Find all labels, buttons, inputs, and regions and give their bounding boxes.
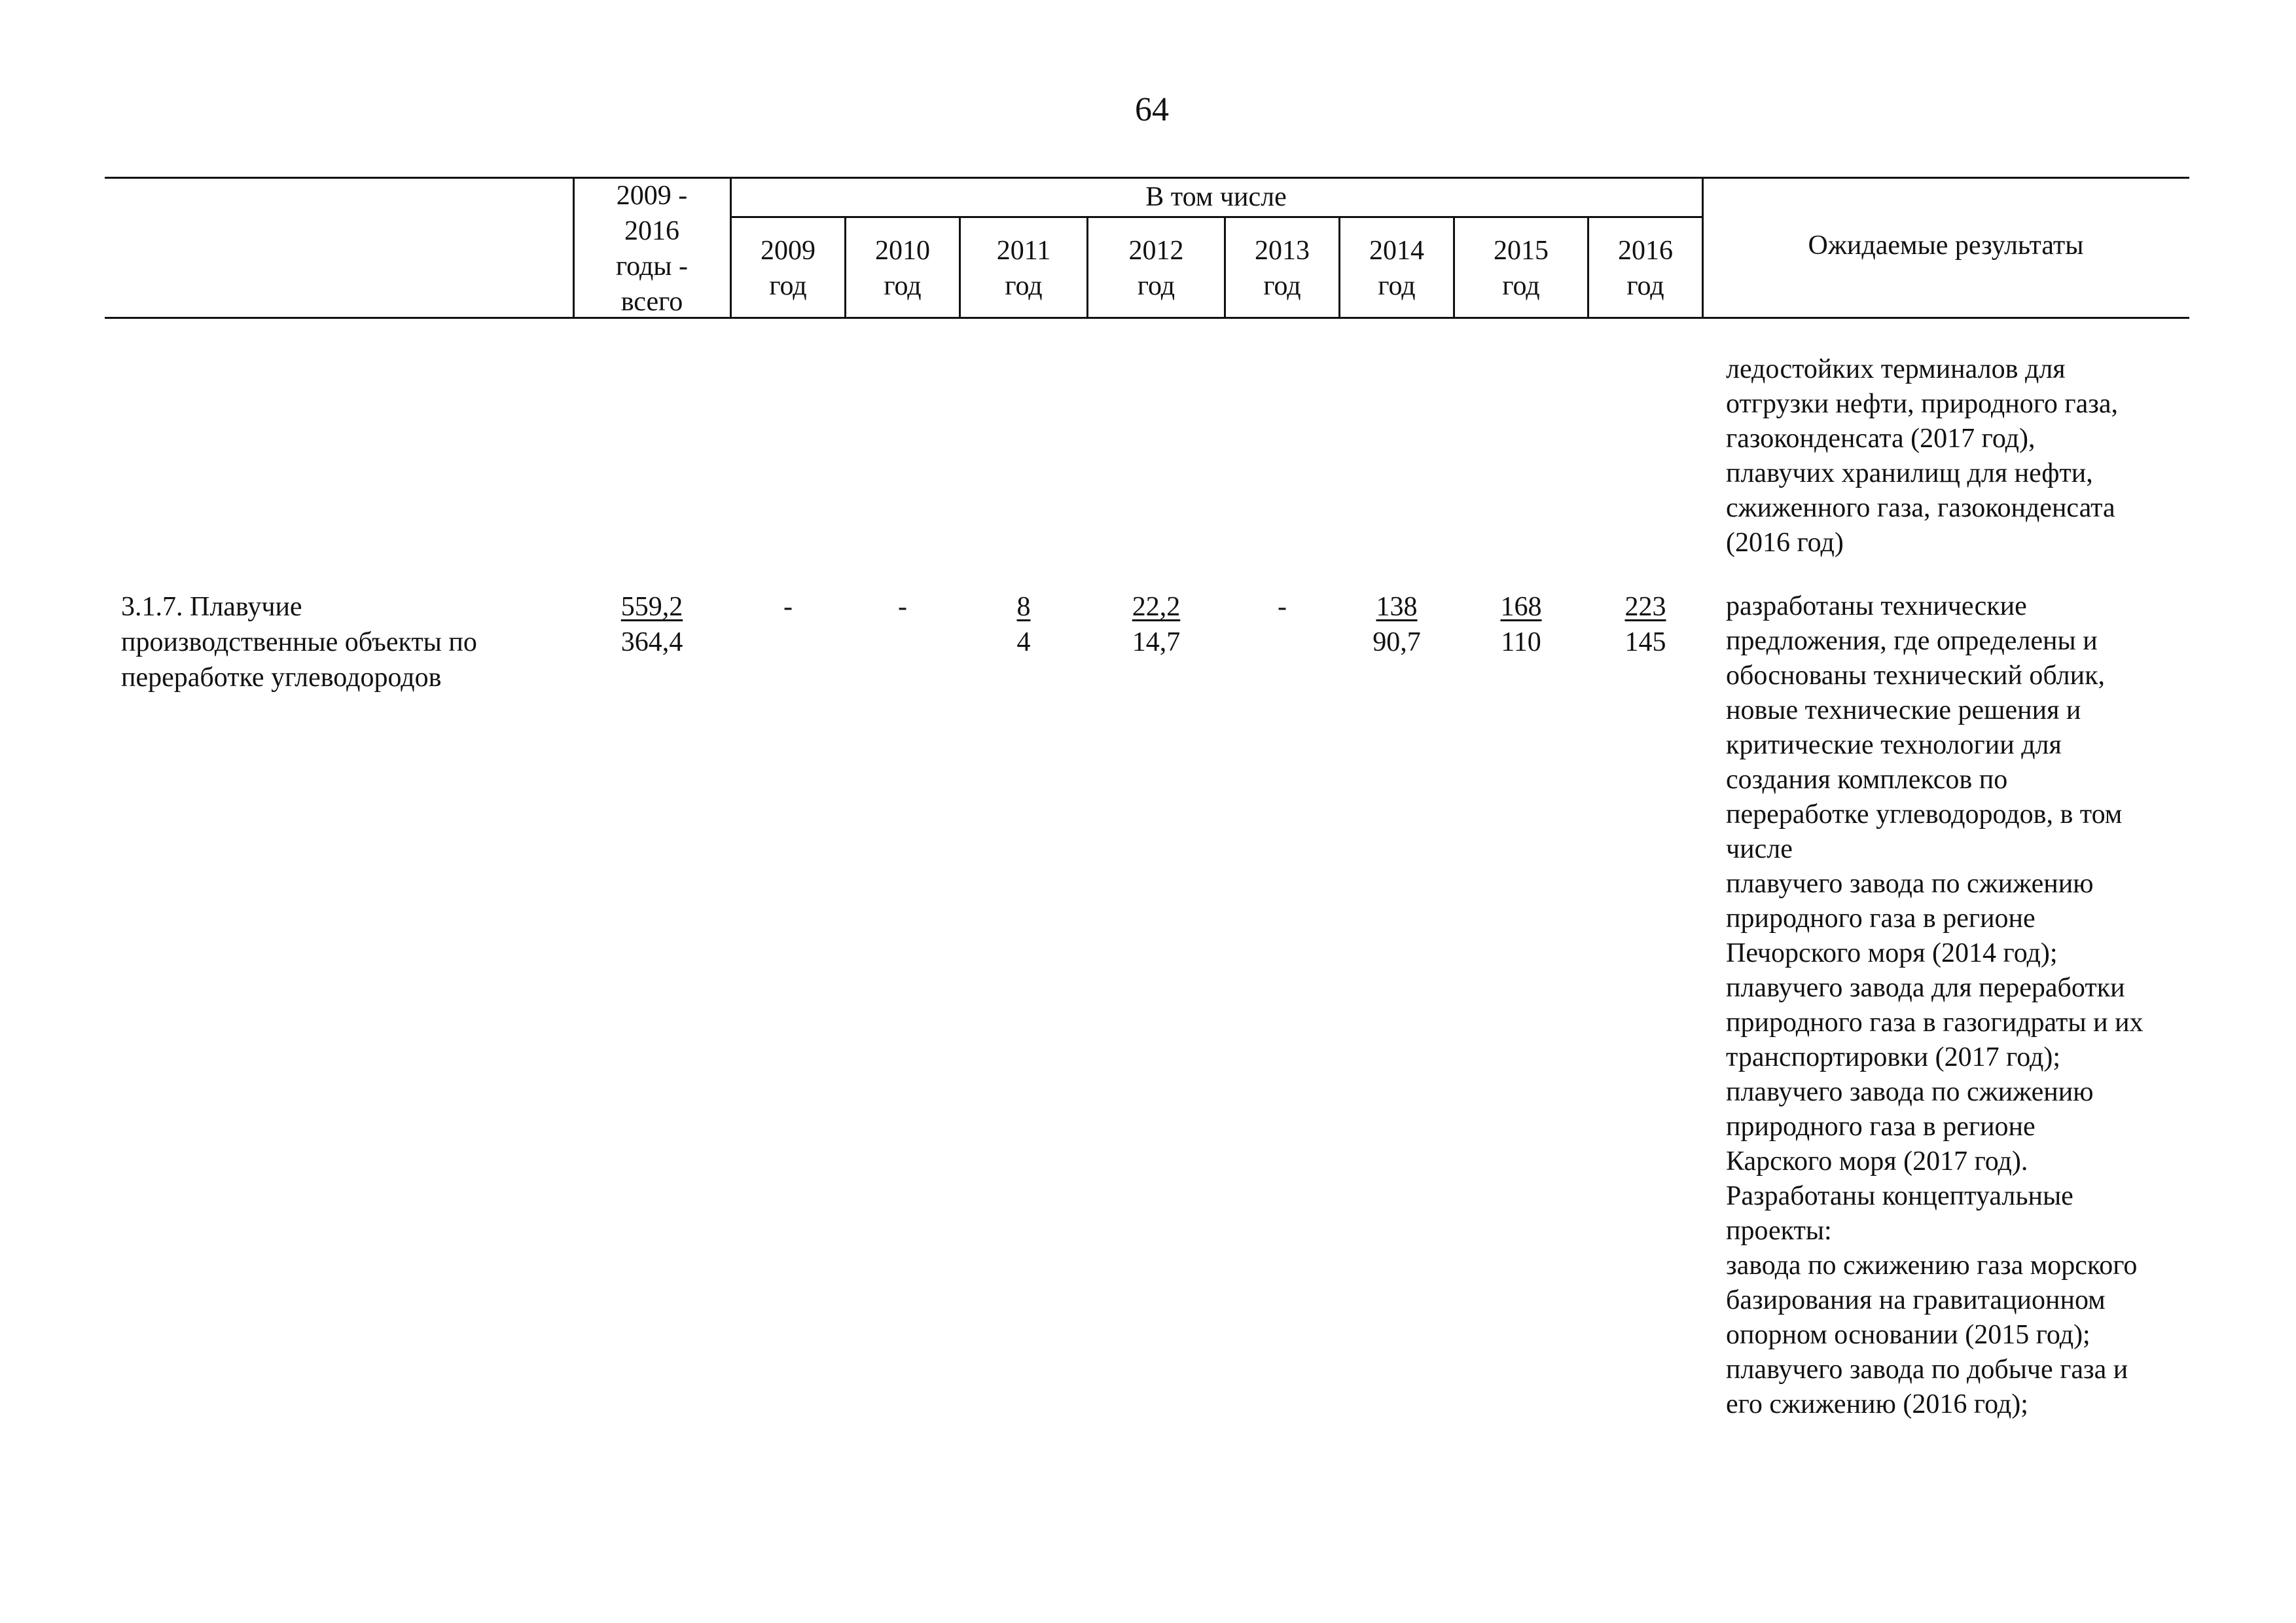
header-year-line: 2013 bbox=[1255, 236, 1310, 266]
results-line: плавучих хранилищ для нефти, bbox=[1726, 458, 2093, 488]
cell-bottom-value: 14,7 bbox=[1132, 627, 1181, 657]
results-line: создания комплексов по bbox=[1726, 765, 2008, 795]
page-number: 64 bbox=[1135, 91, 1169, 128]
results-line: Печорского моря (2014 год); bbox=[1726, 938, 2058, 968]
header-year-line: 2015 bbox=[1494, 236, 1549, 266]
header-total-line: 2016 bbox=[624, 216, 679, 246]
results-line: завода по сжижению газа морского bbox=[1726, 1250, 2138, 1281]
results-line: базирования на гравитационном bbox=[1726, 1285, 2106, 1315]
header-year-line: год bbox=[1137, 271, 1175, 301]
header-year-line: 2014 bbox=[1369, 236, 1424, 266]
results-line: сжиженного газа, газоконденсата bbox=[1726, 493, 2115, 523]
col-rule bbox=[573, 178, 575, 317]
cell-top-value: - bbox=[783, 592, 793, 622]
header-total-line: годы - bbox=[615, 251, 689, 282]
cell-bottom-value: 4 bbox=[1016, 627, 1031, 657]
results-line: плавучего завода по сжижению bbox=[1726, 869, 2094, 899]
header-year-line: 2011 bbox=[996, 236, 1051, 266]
header-total-line: всего bbox=[620, 287, 683, 317]
table-header-bottom-rule bbox=[105, 317, 2189, 319]
row-name-line: 3.1.7. Плавучие bbox=[121, 592, 302, 622]
header-year-line: 2012 bbox=[1128, 236, 1184, 266]
results-line: природного газа в газогидраты и их bbox=[1726, 1008, 2144, 1038]
row-name bbox=[121, 589, 566, 695]
row-name-line: переработке углеводородов bbox=[121, 663, 442, 693]
header-year-2013 bbox=[1226, 233, 1338, 304]
header-year-line: 2010 bbox=[875, 236, 930, 266]
header-year-line: 2009 bbox=[761, 236, 816, 266]
results-line: природного газа в регионе bbox=[1726, 903, 2036, 934]
results-line: плавучего завода по сжижению bbox=[1726, 1077, 2094, 1107]
results-line: плавучего завода для переработки bbox=[1726, 973, 2125, 1003]
header-group-label: В том числе bbox=[1145, 182, 1287, 212]
cell-top-value: 22,2 bbox=[1132, 592, 1181, 622]
results-line: плавучего завода по добыче газа и bbox=[1726, 1355, 2128, 1385]
results-line: отгрузки нефти, природного газа, bbox=[1726, 389, 2118, 419]
results-line: ледостойких терминалов для bbox=[1726, 354, 2066, 384]
header-total-column bbox=[576, 178, 728, 319]
results-line: Разработаны концептуальные bbox=[1726, 1181, 2073, 1211]
results-line: переработке углеводородов, в том bbox=[1726, 799, 2123, 830]
header-year-line: год bbox=[1005, 271, 1043, 301]
cell-bottom-value: 145 bbox=[1624, 627, 1666, 657]
header-year-2012 bbox=[1088, 233, 1224, 304]
header-year-line: год bbox=[1626, 271, 1664, 301]
cell-top-value: 138 bbox=[1376, 592, 1418, 622]
row-results bbox=[1726, 589, 2223, 1422]
cell-top-value: - bbox=[1278, 592, 1287, 622]
results-line: обоснованы технический облик, bbox=[1726, 661, 2106, 691]
cell-2014 bbox=[1340, 589, 1453, 660]
header-year-line: год bbox=[884, 271, 922, 301]
cell-bottom-value: 90,7 bbox=[1372, 627, 1421, 657]
cell-2010 bbox=[846, 589, 959, 625]
header-year-line: год bbox=[1378, 271, 1416, 301]
results-line: предложения, где определены и bbox=[1726, 626, 2098, 656]
continued-results bbox=[1726, 352, 2223, 560]
table-top-rule bbox=[105, 177, 2189, 179]
results-line: (2016 год) bbox=[1726, 528, 1844, 558]
header-year-2009 bbox=[732, 233, 844, 304]
header-year-line: 2016 bbox=[1618, 236, 1673, 266]
header-year-line: год bbox=[1502, 271, 1540, 301]
cell-top-value: 559,2 bbox=[620, 592, 683, 622]
cell-top-value: 168 bbox=[1500, 592, 1542, 622]
results-line: его сжижению (2016 год); bbox=[1726, 1389, 2028, 1419]
cell-top-value: 8 bbox=[1016, 592, 1031, 622]
results-line: Карского моря (2017 год). bbox=[1726, 1146, 2028, 1176]
cell-top-value: 223 bbox=[1624, 592, 1666, 622]
cell-bottom-value: 110 bbox=[1501, 627, 1541, 657]
results-line: новые технические решения и bbox=[1726, 695, 2081, 725]
cell-top-value: - bbox=[898, 592, 907, 622]
cell-2012 bbox=[1088, 589, 1224, 660]
results-line: газоконденсата (2017 год), bbox=[1726, 424, 2036, 454]
header-year-2010 bbox=[846, 233, 959, 304]
cell-2009 bbox=[732, 589, 844, 625]
cell-2015 bbox=[1455, 589, 1587, 660]
header-year-2015 bbox=[1455, 233, 1587, 304]
header-results-label: Ожидаемые результаты bbox=[1808, 230, 2084, 261]
cell-2013 bbox=[1226, 589, 1338, 625]
results-line: транспортировки (2017 год); bbox=[1726, 1042, 2061, 1072]
row-name-line: производственные объекты по bbox=[121, 627, 477, 657]
results-line: разработаны технические bbox=[1726, 591, 2027, 621]
header-year-2016 bbox=[1589, 233, 1702, 304]
header-year-2014 bbox=[1340, 233, 1453, 304]
cell-total bbox=[576, 589, 728, 660]
results-line: проекты: bbox=[1726, 1216, 1832, 1246]
results-line: опорном основании (2015 год); bbox=[1726, 1320, 2090, 1350]
cell-2016 bbox=[1589, 589, 1702, 660]
results-line: критические технологии для bbox=[1726, 730, 2062, 760]
header-year-2011 bbox=[961, 233, 1086, 304]
results-line: числе bbox=[1726, 834, 1793, 864]
header-year-line: год bbox=[1263, 271, 1301, 301]
header-year-line: год bbox=[769, 271, 807, 301]
results-line: природного газа в регионе bbox=[1726, 1112, 2036, 1142]
group-header-rule bbox=[730, 216, 1702, 218]
cell-bottom-value: 364,4 bbox=[620, 627, 683, 657]
cell-2011 bbox=[961, 589, 1086, 660]
header-total-line: 2009 - bbox=[616, 181, 688, 211]
